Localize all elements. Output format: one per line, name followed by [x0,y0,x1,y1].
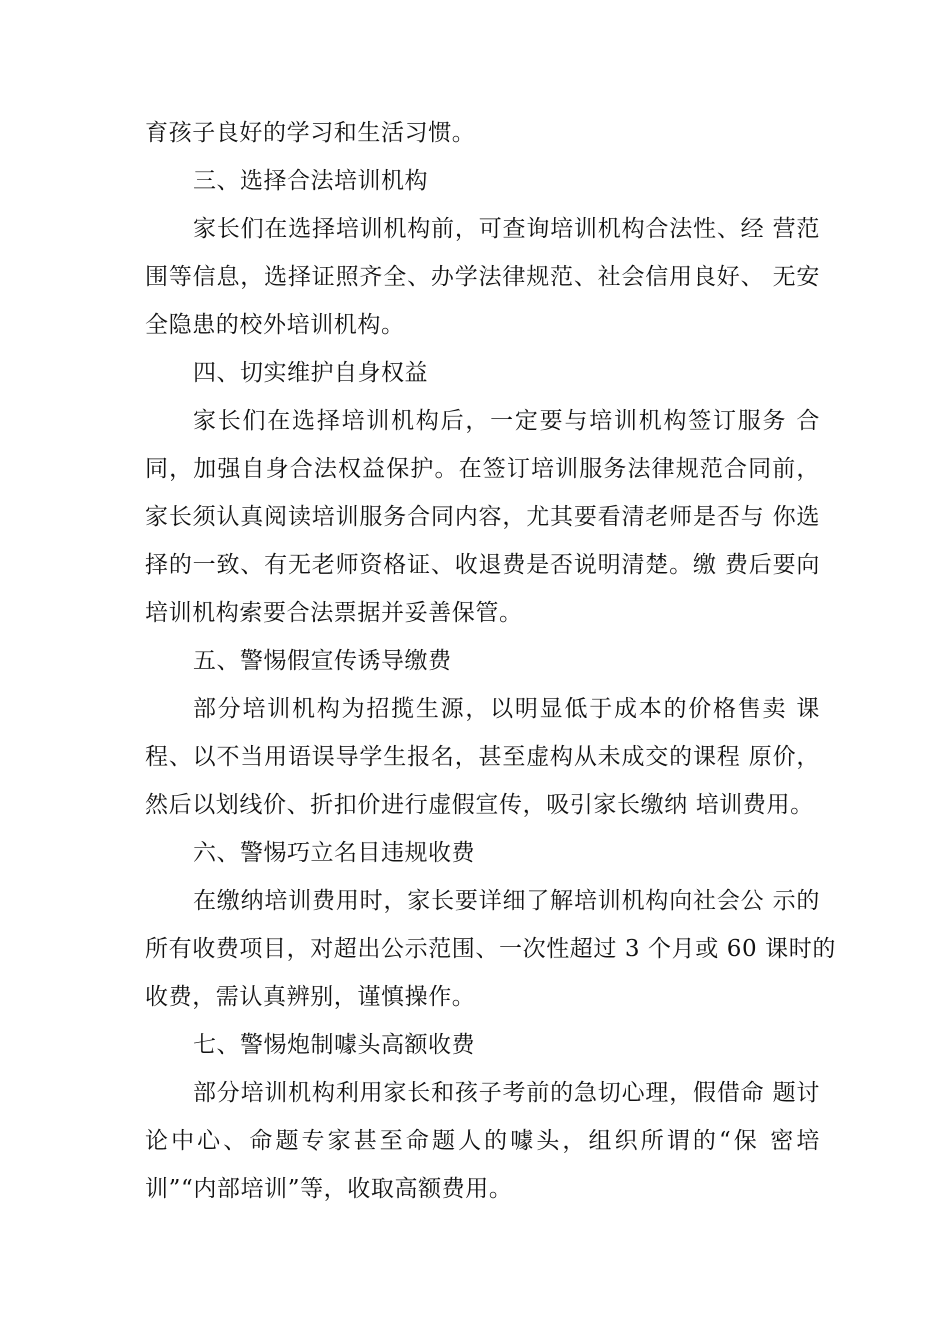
paragraph-line: 择的一致、有无老师资格证、收退费是否说明清楚。缴 费后要向 [145,552,820,578]
paragraph-line: 家长们在选择培训机构后，一定要与培训机构签订服务 合 [193,408,820,434]
paragraph-line: 育孩子良好的学习和生活习惯。 [145,120,476,146]
paragraph-line: 同，加强自身合法权益保护。在签订培训服务法律规范合同前， [145,456,820,482]
section-heading: 七、警惕炮制噱头高额收费 [193,1032,475,1058]
paragraph-line: 训”“内部培训”等，收取高额费用。 [145,1176,513,1202]
section-heading: 四、切实维护自身权益 [193,360,428,386]
section-heading: 五、警惕假宣传诱导缴费 [193,648,452,674]
paragraph-line: 在缴纳培训费用时，家长要详细了解培训机构向社会公 示的 [193,888,820,914]
paragraph-line: 围等信息，选择证照齐全、办学法律规范、社会信用良好、 无安 [145,264,820,290]
paragraph-line: 收费，需认真辨别，谨慎操作。 [145,984,476,1010]
paragraph-line: 论中心、命题专家甚至命题人的噱头，组织所谓的“保 密培 [145,1128,820,1154]
section-heading: 三、选择合法培训机构 [193,168,428,194]
paragraph-line: 然后以划线价、折扣价进行虚假宣传，吸引家长缴纳 培训费用。 [145,792,814,818]
paragraph-line: 所有收费项目，对超出公示范围、一次性超过 3 个月或 60 课时的 [145,936,836,962]
paragraph-line: 部分培训机构为招揽生源，以明显低于成本的价格售卖 课 [193,696,820,722]
paragraph-line: 程、以不当用语误导学生报名，甚至虚构从未成交的课程 原价， [145,744,820,770]
paragraph-line: 全隐患的校外培训机构。 [145,312,405,338]
section-heading: 六、警惕巧立名目违规收费 [193,840,475,866]
paragraph-line: 家长们在选择培训机构前，可查询培训机构合法性、经 营范 [193,216,820,242]
paragraph-line: 家长须认真阅读培训服务合同内容，尤其要看清老师是否与 你选 [145,504,820,530]
paragraph-line: 部分培训机构利用家长和孩子考前的急切心理，假借命 题讨 [193,1080,820,1106]
paragraph-line: 培训机构索要合法票据并妥善保管。 [145,600,523,626]
